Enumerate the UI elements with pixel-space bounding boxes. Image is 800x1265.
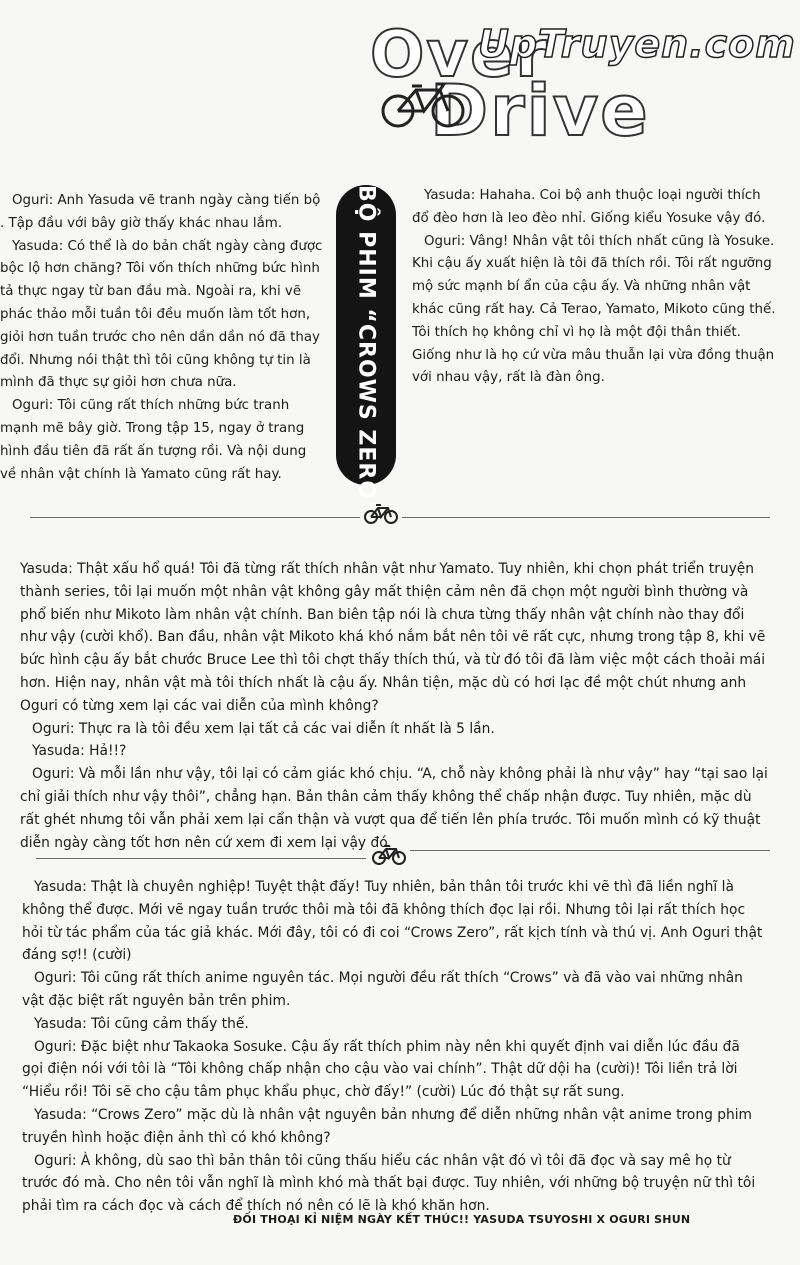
paragraph: Oguri: Và mỗi lần như vậy, tôi lại có cảm giác khó chịu. “A, chỗ này không phải là như vậy” hay “tại sao lại chỉ giải thích như vậy thôi”, chẳng hạn. Bản thân cảm thấy không thể chấp nhận được. Tuy nhiên, mặc dù rất ghét nhưng tôi vẫn phải xem lại cẩn thận và vượt qua để tiến lên phía trước. Tôi muốn mình có kỹ thuật diễn ngày càng tốt hơn nên cứ xem đi xem lại vậy đó. bbox=[20, 766, 768, 851]
paragraph: Oguri: Anh Yasuda vẽ tranh ngày càng tiến bộ . Tập đầu với bây giờ thấy khác nhau lắm. bbox=[0, 193, 321, 231]
logo-word-over: Over bbox=[370, 18, 550, 92]
section-banner bbox=[336, 185, 396, 516]
bicycle-divider-icon bbox=[372, 844, 406, 866]
paragraph: Yasuda: “Crows Zero” mặc dù là nhân vật nguyên bản nhưng để diễn những nhân vật anime trong phim truyền hình hoặc điện ảnh thì có khó không? bbox=[22, 1106, 752, 1146]
page-footer: ĐỐI THOẠI KỈ NIỆM NGÀY KẾT THÚC!! YASUDA TSUYOSHI X OGURI SHUN bbox=[233, 1213, 691, 1226]
divider-line bbox=[410, 850, 770, 851]
paragraph: Yasuda: Thật xấu hổ quá! Tôi đã từng rất thích nhân vật như Yamato. Tuy nhiên, khi chọn phát triển truyện thành series, tôi lại muốn một nhân vật không gây mất thiện cảm nên đã chọn một người bình thường và phổ biến như Mikoto làm nhân vật chính. Ban biên tập nói là chưa từng thấy nhân vật chính nào thay đổi như vậy (cười khổ). Ban đầu, nhân vật Mikoto khá khó nắm bắt nên tôi vẽ rất cực, nhưng trong tập 8, khi vẽ bức hình cậu ấy bắt chước Bruce Lee thì tôi chợt thấy thích thú, và từ đó tôi đã làm việc một cách thoải mái hơn. Hiện nay, nhân vật mà tôi thích nhất là cậu ấy. Nhân tiện, mặc dù có hơi lạc đề một chút nhưng anh Oguri có từng xem lại các vai diễn của mình không? bbox=[20, 561, 766, 714]
paragraph: Oguri: Tôi cũng rất thích anime nguyên tác. Mọi người đều rất thích “Crows” và đã vào vai những nhân vật đặc biệt rất nguyên bản trên phim. bbox=[22, 970, 743, 1009]
divider-line bbox=[402, 517, 770, 518]
right-column bbox=[412, 185, 780, 390]
paragraph: Yasuda: Thật là chuyên nghiệp! Tuyệt thật đấy! Tuy nhiên, bản thân tôi trước khi vẽ thì đã liền nghĩ là không thể được. Mới vẽ ngay tuần trước thôi mà tôi đã không thích đọc lại rồi. Nhưng tôi lại rất thích học hỏi từ tác phẩm của tác giả khác. Mới đây, tôi có đi coi “Crows Zero”, rất kịch tính và thú vị. Anh Oguri thật đáng sợ!! (cười) bbox=[22, 879, 763, 964]
left-column bbox=[0, 190, 326, 486]
dialogue-block bbox=[0, 876, 800, 1218]
paragraph: Oguri: Thực ra là tôi đều xem lại tất cả các vai diễn ít nhất là 5 lần. bbox=[32, 720, 495, 737]
bicycle-logo-icon bbox=[378, 78, 470, 130]
paragraph: Yasuda: Hahaha. Coi bộ anh thuộc loại người thích đổ đèo hơn là leo đèo nhỉ. Giống kiểu Yosuke vậy đó. bbox=[412, 188, 766, 226]
divider-line bbox=[36, 858, 366, 859]
paragraph: Oguri: Vâng! Nhân vật tôi thích nhất cũng là Yosuke. Khi cậu ấy xuất hiện là tôi đã thích rồi. Tôi rất ngưỡng mộ sức mạnh bí ẩn của cậu ấy. Và những nhân vật khác cũng rất hay. Cả Terao, Yamato, Mikoto cũng thế. Tôi thích họ không chỉ vì họ là một đội thân thiết. Giống như là họ cứ vừa mâu thuẫn lại vừa đồng thuận với nhau vậy, rất là đàn ông. bbox=[412, 233, 776, 386]
bicycle-divider-icon bbox=[364, 503, 398, 525]
dialogue-block bbox=[0, 558, 800, 854]
paragraph: Oguri: Đặc biệt như Takaoka Sosuke. Cậu ấy rất thích phim này nên khi quyết định vai diễn lúc đầu đã gọi điện nói với tôi là “Tôi không chấp nhận cho cậu vào vai chính”. Thật dữ dội ha (cười)! Tôi liền trả lời “Hiểu rồi! Tôi sẽ cho cậu tâm phục khẩu phục, chờ đấy!” (cười) Lúc đó thật sự rất sung. bbox=[22, 1038, 740, 1101]
paragraph: Yasuda: Hả!!? bbox=[32, 743, 127, 760]
logo-word-drive: Drive bbox=[430, 70, 650, 152]
divider-line bbox=[30, 517, 360, 518]
paragraph: Oguri: Tôi cũng rất thích những bức tranh mạnh mẽ bây giờ. Trong tập 15, ngay ở trang hình đầu tiên đã rất ấn tượng rồi. Và nội dung về nhân vật chính là Yamato cũng rất hay. bbox=[0, 398, 307, 482]
paragraph: Yasuda: Tôi cũng cảm thấy thế. bbox=[34, 1015, 249, 1032]
banner-title: BỘ PHIM “CROWS ZERO” bbox=[353, 185, 379, 516]
paragraph: Yasuda: Có thể là do bản chất ngày càng được bộc lộ hơn chăng? Tôi vốn thích những bức hình tả thực ngay từ ban đầu mà. Ngoài ra, khi vẽ phác thảo mỗi tuần tôi đều muốn làm tốt hơn, giỏi hơn tuần trước cho nên dần dần nó đã thay đổi. Nhưng nói thật thì tôi cũng không tự tin là mình đã thực sự giỏi hơn chưa nữa. bbox=[0, 238, 323, 391]
watermark: UpTruyen.com bbox=[478, 22, 796, 66]
paragraph: Oguri: À không, dù sao thì bản thân tôi cũng thấu hiểu các nhân vật đó vì tôi đã đọc và say mê họ từ trước đó mà. Cho nên tôi vẫn nghĩ là mình khó mà thất bại được. Tuy nhiên, với những bộ truyện nữ thì tôi phải tìm ra cách đọc và cách để thích nó nên có lẽ là khó khăn hơn. bbox=[22, 1152, 756, 1215]
